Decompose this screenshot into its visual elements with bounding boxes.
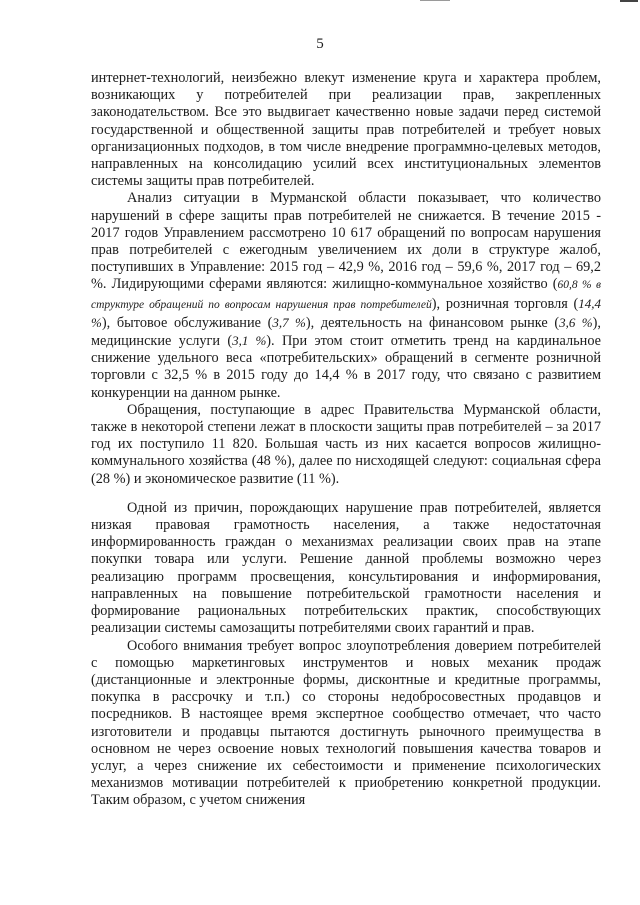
paragraph-2-text-1: Анализ ситуации в Мурманской области показывает, что количество нарушений в сфере защиты прав потребителей не снижается. В течение 2015 - 2017 годов Управлением рассмотрено 10 617 обращений по вопросам нарушения прав потребителей с ежегодным увеличением их доли в структуре жалоб, поступивших в Управление: 2015 год – 42,9 %, 2016 год – 59,6 %, 2017 год – 69,2 %. Лидирующими сферами являются: жилищно-коммунальное хозяйство ( — [91, 190, 601, 293]
paragraph-2-italic-1: 60,8 % в структуре обращений по вопросам нарушения прав потребителей — [91, 279, 601, 311]
paragraph-5: Особого внимания требует вопрос злоупотребления доверием потребителей с помощью маркетинговых инструментов и новых механик продаж (дистанционные и электронные формы, дисконтные и кредитные программы, покупка в рассрочку и т.п.) со стороны недобросовестных продавцов и посредников. В настоящее время экспертное сообщество отмечает, что часто изготовители и продавцы пытаются достигнуть рыночного преимущества в основном не через освоение новых технологий повышения качества товаров и услуг, а через снижение их себестоимости и применение психологических механизмов мотивации потребителей к приобретению конкретной продукции. Таким образом, с учетом снижения — [91, 637, 601, 809]
paragraph-4: Одной из причин, порождающих нарушение прав потребителей, является низкая правовая грамотность населения, а также недостаточная информированность граждан о механизмах реализации своих прав на этапе покупки товара или услуги. Решение данной проблемы возможно через реализацию программ просвещения, консультирования и информирования, направленных на повышение потребительской грамотности населения и формирование рациональных потребительских практик, способствующих реализации системы самозащиты потребителями своих гарантий и прав. — [91, 499, 601, 637]
paragraph-3: Обращения, поступающие в адрес Правительства Мурманской области, также в некоторой степени лежат в плоскости защиты прав потребителей – за 2017 год их поступило 11 820. Большая часть из них касается вопросов жилищно-коммунального хозяйства (48 %), далее по нисходящей следуют: социальная сфера (28 %) и экономическое развитие (11 %). — [91, 401, 601, 487]
paragraph-2 — [91, 190, 601, 401]
paragraph-2-text-4: ), деятельность на финансовом рынке ( — [305, 314, 560, 331]
paragraph-1: интернет-технологий, неизбежно влекут изменение круга и характера проблем, возникающих у потребителей при реализации прав, закрепленных законодательством. Все это выдвигает качественно новые задачи перед системой государственной и общественной защиты прав потребителей и требует новых организационных подходов, в том числе внедрение программно-целевых методов, направленных на консолидацию усилий всех институциональных элементов системы защиты прав потребителей. — [91, 70, 601, 190]
paragraph-2-text-5: ), медицинские услуги ( — [91, 314, 601, 350]
scan-corner-mark — [620, 0, 638, 2]
paragraph-2-italic-5: 3,1 % — [232, 333, 267, 349]
page-number: 5 — [316, 36, 324, 52]
paragraph-2-italic-4: 3,6 % — [559, 314, 593, 330]
paragraph-2-text-2: ), розничная торговля ( — [431, 295, 579, 312]
paragraph-2-text-6: ). При этом стоит отметить тренд на кардинальное снижение удельного веса «потребительских» обращений в сегменте розничной торговли с 32,5 % в 2015 году до 14,4 % в 2017 году, что связано с развитием конкуренции на данном рынке. — [91, 333, 601, 401]
paragraph-2-text-3: ), бытовое обслуживание ( — [101, 314, 273, 331]
paragraph-2-italic-3: 3,7 % — [272, 314, 306, 330]
scan-edge-mark — [420, 0, 450, 1]
paragraph-2-italic-2: 14,4 % — [91, 295, 601, 330]
document-body — [91, 70, 601, 810]
